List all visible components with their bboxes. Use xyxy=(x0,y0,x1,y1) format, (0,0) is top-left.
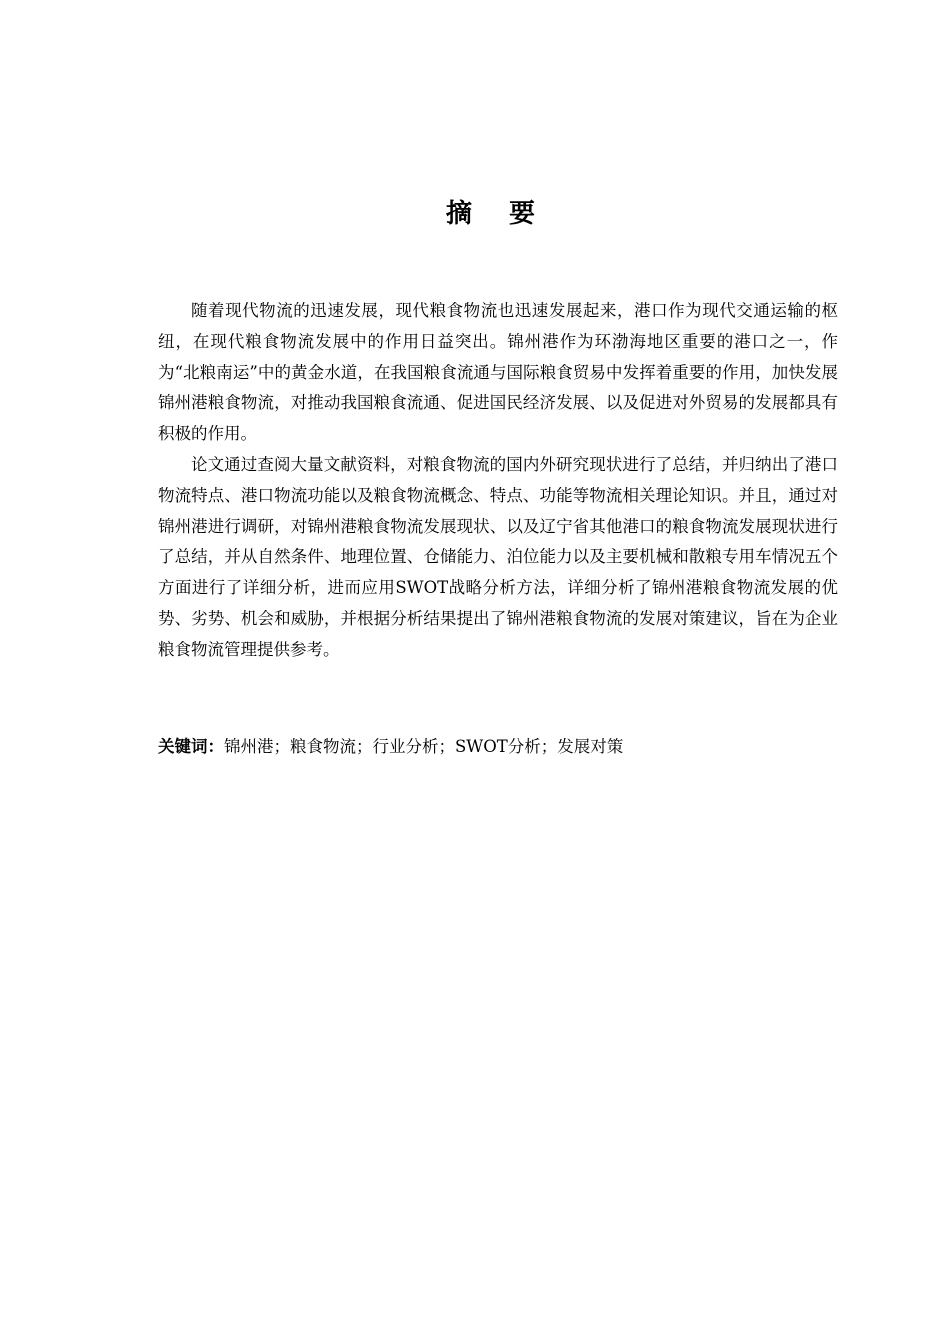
abstract-paragraph-1: 随着现代物流的迅速发展，现代粮食物流也迅速发展起来，港口作为现代交通运输的枢纽，在现代粮食物流发展中的作用日益突出。锦州港作为环渤海地区重要的港口之一，作为“北粮南运”中的黄金水道，在我国粮食流通与国际粮食贸易中发挥着重要的作用，加快发展锦州港粮食物流，对推动我国粮食流通、促进国民经济发展、以及促进对外贸易的发展都具有积极的作用。 xyxy=(158,301,838,444)
keywords-list: 锦州港；粮食物流；行业分析；SWOT分析；发展对策 xyxy=(224,737,624,756)
abstract-paragraph-2: 论文通过查阅大量文献资料，对粮食物流的国内外研究现状进行了总结，并归纳出了港口物流特点、港口物流功能以及粮食物流概念、特点、功能等物流相关理论知识。并且，通过对锦州港进行调研，对锦州港粮食物流发展现状、以及辽宁省其他港口的粮食物流发展现状进行了总结，并从自然条件、地理位置、仓储能力、泊位能力以及主要机械和散粮专用车情况五个方面进行了详细分析，进而应用SWOT战略分析方法，详细分析了锦州港粮食物流发展的优势、劣势、机会和威胁，并根据分析结果提出了锦州港粮食物流的发展对策建议，旨在为企业粮食物流管理提供参考。 xyxy=(158,454,838,659)
keywords-label: 关键词： xyxy=(158,737,224,756)
abstract-title: 摘 要 xyxy=(445,199,550,229)
abstract-body xyxy=(158,296,838,666)
keywords-line xyxy=(158,732,838,762)
